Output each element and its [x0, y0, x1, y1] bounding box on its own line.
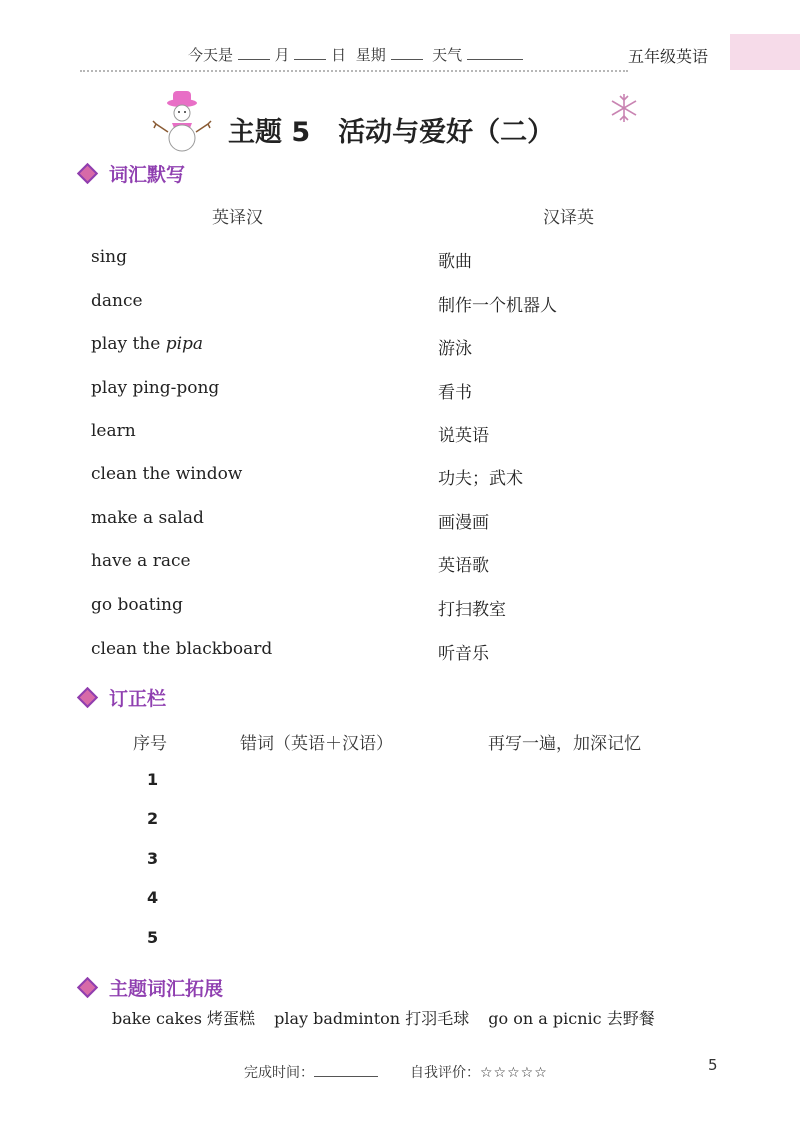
diamond-icon [77, 977, 98, 998]
vocab-zh-item: 游泳 [438, 339, 472, 359]
rating-stars[interactable]: ☆☆☆☆☆ [480, 1065, 548, 1081]
weekday-label: 星期 [355, 46, 386, 64]
vocab-zh-item: 功夫；武术 [438, 469, 523, 489]
correction-section-heading [80, 684, 166, 711]
vocab-en-item: dance [91, 291, 143, 311]
vocab-zh-item: 画漫画 [438, 513, 489, 533]
snowman-icon [150, 86, 212, 160]
correction-row-number: 1 [147, 770, 159, 789]
day-label: 日 [331, 46, 347, 64]
vocab-en-pipa: pipa [165, 334, 204, 354]
vocab-en-item: go boating [91, 595, 183, 615]
weekday-blank[interactable] [391, 45, 423, 60]
snowflake-icon [608, 92, 640, 124]
col-number: 序号 [133, 734, 167, 754]
day-blank[interactable] [294, 45, 326, 60]
topic-number: 主题 5 [228, 117, 311, 148]
vocab-zh-item: 制作一个机器人 [438, 296, 557, 316]
weather-label: 天气 [432, 46, 463, 64]
corner-decoration [730, 34, 800, 70]
vocab-zh-item: 打扫教室 [438, 600, 506, 620]
col-en-zh: 英译汉 [212, 208, 263, 228]
expansion-item: go on a picnic 去野餐 [488, 1009, 655, 1028]
vocab-en-item: clean the window [91, 464, 243, 484]
diamond-icon [77, 163, 98, 184]
vocab-heading-text: 词汇默写 [109, 164, 186, 186]
correction-row-number: 2 [147, 809, 159, 828]
month-label: 月 [274, 46, 290, 64]
vocab-en-item: have a race [91, 551, 191, 571]
vocab-en-item: play ping-pong [91, 378, 220, 398]
correction-row-number: 3 [147, 849, 159, 868]
expansion-section-heading [80, 974, 223, 1001]
grade-label: 五年级英语 [628, 47, 709, 66]
vocab-zh-item: 听音乐 [438, 644, 489, 664]
header-divider [80, 70, 628, 72]
time-blank[interactable] [314, 1062, 378, 1077]
vocab-en-item: sing [91, 247, 127, 267]
self-eval-label: 自我评价： [410, 1065, 480, 1081]
vocab-en-item [91, 334, 203, 354]
vocab-en-item: make a salad [91, 508, 204, 528]
vocab-en-item: clean the blackboard [91, 639, 273, 659]
diamond-icon [77, 687, 98, 708]
page-number: 5 [708, 1056, 718, 1074]
expansion-list [112, 1006, 669, 1029]
date-prefix: 今天是 [188, 46, 234, 64]
page-title [228, 110, 554, 149]
vocab-section-heading [80, 160, 185, 187]
vocab-zh-item: 英语歌 [438, 556, 489, 576]
correction-row-number: 4 [147, 888, 159, 907]
vocab-zh-item: 歌曲 [438, 252, 472, 272]
col-rewrite: 再写一遍，加深记忆 [488, 734, 641, 754]
vocab-en-prefix: play the [91, 334, 166, 354]
weather-blank[interactable] [467, 45, 523, 60]
vocab-zh-item: 看书 [438, 383, 472, 403]
month-blank[interactable] [238, 45, 270, 60]
vocab-en-item: learn [91, 421, 136, 441]
expansion-heading-text: 主题词汇拓展 [109, 978, 224, 1000]
col-zh-en: 汉译英 [543, 208, 594, 228]
expansion-item: bake cakes 烤蛋糕 [112, 1009, 255, 1028]
correction-row-number: 5 [147, 928, 159, 947]
date-weather-line [188, 44, 523, 65]
completion-time [244, 1062, 378, 1082]
correction-heading-text: 订正栏 [109, 688, 167, 710]
time-label: 完成时间： [244, 1065, 314, 1081]
vocab-zh-item: 说英语 [438, 426, 489, 446]
self-evaluation [410, 1062, 548, 1082]
expansion-item: play badminton 打羽毛球 [274, 1009, 470, 1028]
topic-name: 活动与爱好（二） [338, 117, 555, 148]
col-wrong-word: 错词（英语＋汉语） [240, 734, 393, 754]
